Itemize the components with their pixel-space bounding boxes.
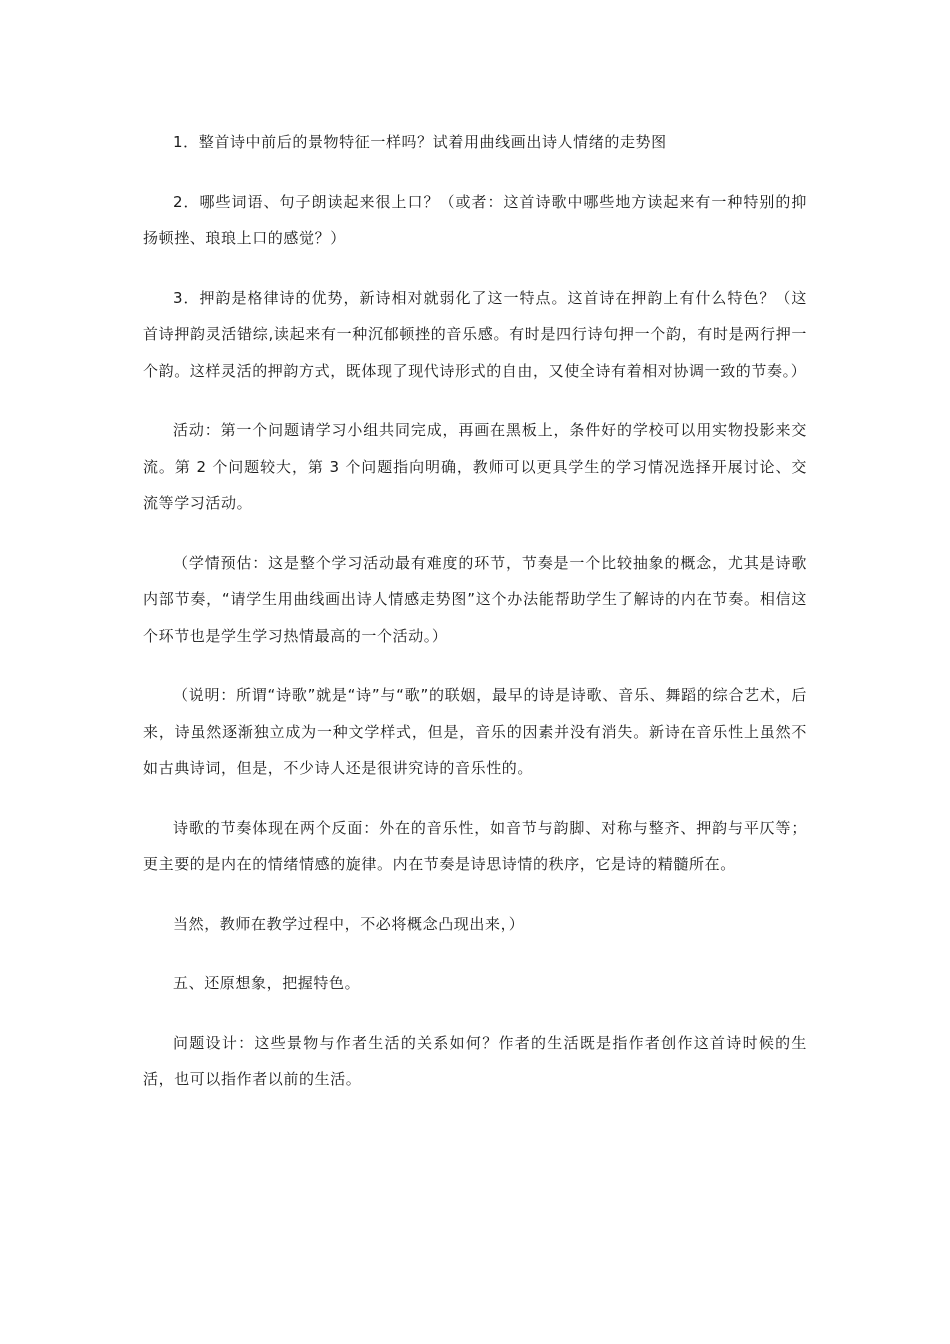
section-heading-five: 五、还原想象，把握特色。 — [173, 974, 361, 992]
paragraph-question-design: 问题设计：这些景物与作者生活的关系如何？作者的生活既是指作者创作这首诗时候的生活，也可以指作者以前的生活。 — [143, 1033, 807, 1088]
paragraph-explanation: （说明：所谓“诗歌”就是“诗”与“歌”的联姻，最早的诗是诗歌、音乐、舞蹈的综合艺术，后来，诗虽然逐渐独立成为一种文学样式，但是，音乐的因素并没有消失。新诗在音乐性上虽然不如古典诗词，但是，不少诗人还是很讲究诗的音乐性的。 — [143, 686, 807, 777]
paragraph-question-1: 1．整首诗中前后的景物特征一样吗？试着用曲线画出诗人情绪的走势图 — [173, 133, 667, 151]
paragraph-activity: 活动：第一个问题请学习小组共同完成，再画在黑板上，条件好的学校可以用实物投影来交流。第 2 个问题较大，第 3 个问题指向明确，教师可以更具学生的学习情况选择开展讨论、交流等学习活动。 — [143, 421, 807, 512]
paragraph-teacher-note: 当然，教师在教学过程中，不必将概念凸现出来，） — [173, 914, 525, 933]
paragraph-poetry-rhythm: 诗歌的节奏体现在两个反面：外在的音乐性，如音节与韵脚、对称与整齐、押韵与平仄等；更主要的是内在的情绪情感的旋律。内在节奏是诗思诗情的秩序，它是诗的精髓所在。 — [143, 818, 807, 873]
paragraph-question-3: 3．押韵是格律诗的优势，新诗相对就弱化了这一特点。这首诗在押韵上有什么特色？（这首诗押韵灵活错综,读起来有一种沉郁顿挫的音乐感。有时是四行诗句押一个韵，有时是两行押一个韵。这样灵活的押韵方式，既体现了现代诗形式的自由，又使全诗有着相对协调一致的节奏。） — [143, 288, 807, 380]
paragraph-question-2: 2．哪些词语、句子朗读起来很上口？（或者：这首诗歌中哪些地方读起来有一种特别的抑扬顿挫、琅琅上口的感觉？） — [143, 192, 807, 247]
document-body — [143, 124, 807, 1121]
paragraph-learning-estimate: （学情预估：这是整个学习活动最有难度的环节，节奏是一个比较抽象的概念，尤其是诗歌内部节奏，“请学生用曲线画出诗人情感走势图”这个办法能帮助学生了解诗的内在节奏。相信这个环节也是学生学习热情最高的一个活动。） — [143, 553, 807, 645]
